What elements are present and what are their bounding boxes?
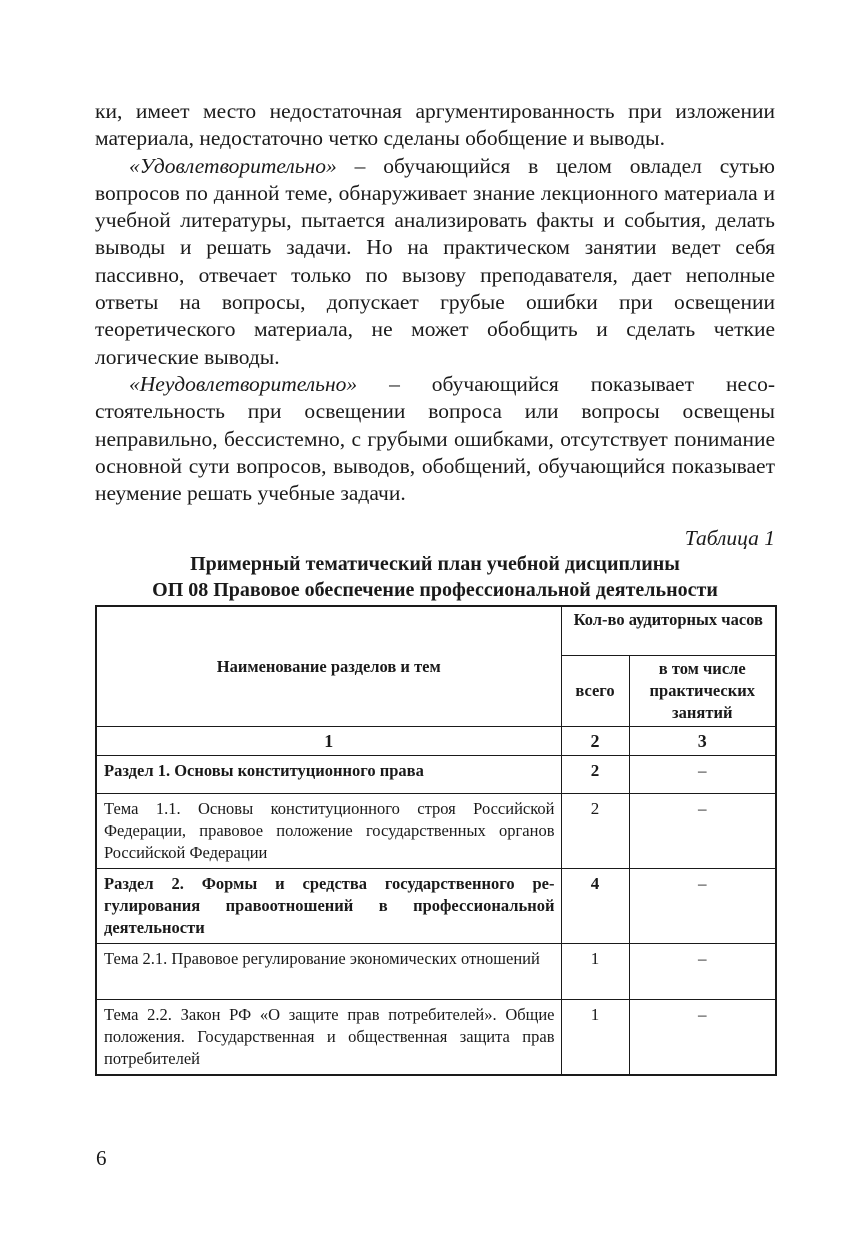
row-practical: –	[629, 868, 776, 943]
row-name: Раздел 1. Основы конституционного права	[96, 755, 561, 793]
row-name: Тема 1.1. Основы конституционного строя Российской Федерации, правовое положение государственных органов Российской Федерации	[96, 793, 561, 868]
row-practical: –	[629, 999, 776, 1075]
paragraph-unsatisfactory	[95, 371, 775, 507]
column-number: 2	[561, 726, 629, 755]
table-row	[96, 999, 776, 1075]
grade-term-unsatisfactory: «Неудовлетворительно»	[129, 371, 358, 396]
row-total: 2	[561, 755, 629, 793]
row-total: 1	[561, 999, 629, 1075]
table-row	[96, 943, 776, 999]
row-practical: –	[629, 943, 776, 999]
row-name: Тема 2.1. Правовое регулирование экономических отношений	[96, 943, 561, 999]
grade-term-satisfactory: «Удовлетворительно»	[129, 153, 337, 178]
page-content	[95, 98, 775, 1076]
table-row	[96, 755, 776, 793]
table-row	[96, 793, 776, 868]
row-total: 4	[561, 868, 629, 943]
header-section-name: Наименование разделов и тем	[96, 606, 561, 726]
grade-description-satisfactory: – обучающийся в целом овладел сутью вопросов по данной теме, обнаруживает знание лекционного материала и учебной литературы, пытается анализировать факты и события, делать выводы и решать задачи. Но на практическом занятии ведет себя пассивно, отвечает только по вызову преподавателя, дает неполные ответы на вопросы, допускает грубые ошибки при освещении теоретического материала, не может обобщить и сделать четкие логические выводы.	[95, 153, 775, 369]
row-total: 1	[561, 943, 629, 999]
row-practical: –	[629, 793, 776, 868]
table-caption: Таблица 1	[684, 526, 775, 551]
paragraph-continuation: ки, имеет место недостаточная аргументированность при изложении материала, недостаточно четко сделаны обобщение и выводы.	[95, 99, 775, 151]
header-practical: в том числе практических занятий	[629, 655, 776, 726]
page-number: 6	[96, 1146, 107, 1170]
table-title-line-2: ОП 08 Правовое обеспечение профессиональной деятельности	[152, 579, 718, 602]
column-number: 1	[96, 726, 561, 755]
thematic-plan-table	[95, 605, 777, 1076]
row-practical: –	[629, 755, 776, 793]
row-total: 2	[561, 793, 629, 868]
header-hours-group: Кол-во аудиторных часов	[561, 606, 776, 655]
column-number-row	[96, 726, 776, 755]
column-number: 3	[629, 726, 776, 755]
grade-description-unsatisfactory: – обучающийся показывает несостоятельность при освещении вопроса или вопросы освещены неправильно, бессистемно, с грубыми ошибками, отсутствует понимание основной сути вопросов, выводов, обобщений, обучающийся показывает неумение решать учебные задачи.	[95, 371, 775, 506]
row-name: Раздел 2. Формы и средства государственного регулирования правоотношений в профессиональной деятельности	[96, 868, 561, 943]
table-title-line-1: Примерный тематический план учебной дисциплины	[190, 553, 680, 576]
paragraph-satisfactory	[95, 153, 775, 371]
header-total: всего	[561, 655, 629, 726]
table-row	[96, 868, 776, 943]
row-name: Тема 2.2. Закон РФ «О защите прав потребителей». Общие положения. Государственная и общественная защита прав потребителей	[96, 999, 561, 1075]
